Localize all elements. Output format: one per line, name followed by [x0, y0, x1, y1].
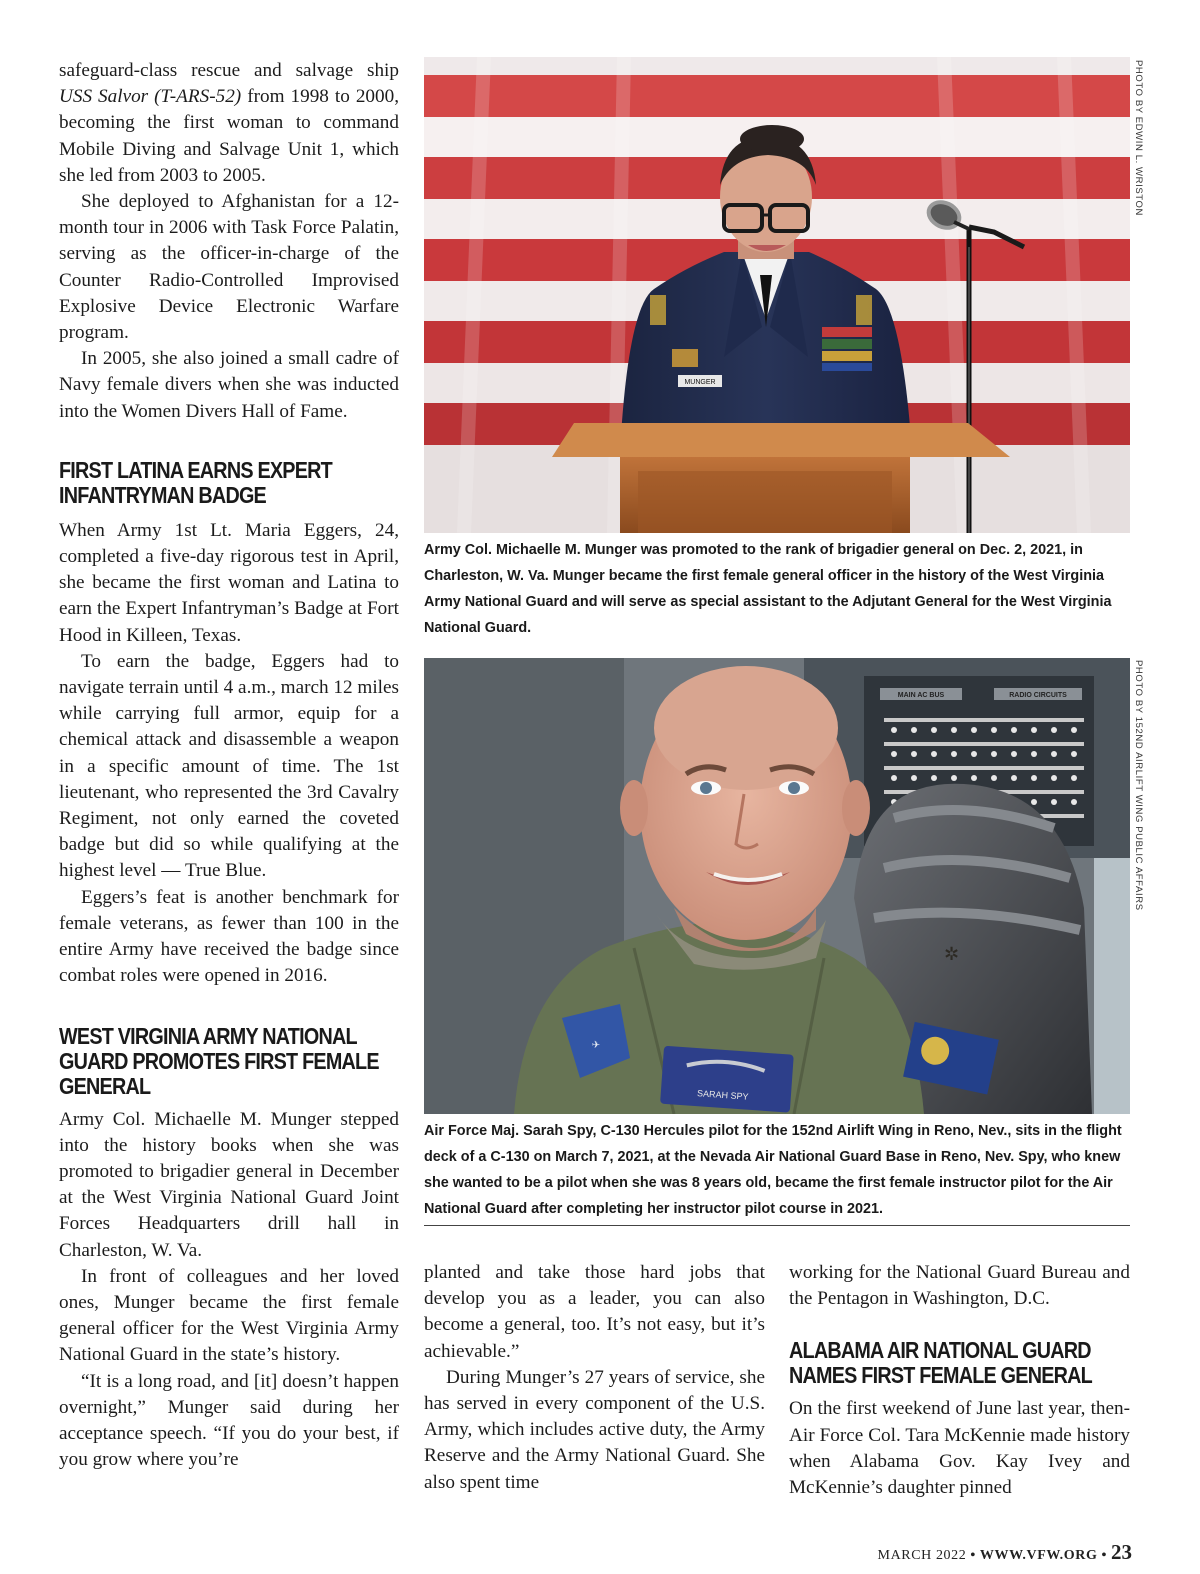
caption-divider — [424, 1225, 1130, 1226]
issue-date: MARCH 2022 — [877, 1548, 967, 1563]
website-url: WWW.VFW.ORG — [979, 1548, 1098, 1563]
paragraph: Eggers’s feat is another benchmark for female veterans, as fewer than 100 in the entire Army have received the badge since combat roles were opened in 2016. — [59, 886, 399, 987]
panel-label: RADIO CIRCUITS — [1009, 692, 1067, 699]
page-number: 23 — [1111, 1540, 1132, 1564]
paragraph: “It is a long road, and [it] doesn’t happen overnight,” Munger said during her acceptance speech. “If you do your best, if you grow where you’re — [59, 1370, 399, 1471]
paragraph: In 2005, she also joined a small cadre of Navy female divers when she was inducted into the Women Divers Hall of Fame. — [59, 348, 399, 422]
paragraph: She deployed to Afghanistan for a 12-month tour in 2006 with Task Force Palatin, serving as the officer-in-charge of the Counter Radio-Controlled Improvised Explosive Device Electronic Warfare program. — [59, 191, 399, 344]
footer-separator: • — [1101, 1548, 1107, 1563]
paragraph: Army Col. Michaelle M. Munger stepped into the history books when she was promoted to brigadier general in December at the West Virginia National Guard Joint Forces Headquarters drill hall in Charleston, W. Va. — [59, 1108, 399, 1261]
footer-separator: • — [970, 1548, 976, 1563]
paragraph: To earn the badge, Eggers had to navigate terrain until 4 a.m., march 12 miles while carrying full armor, equip for a chemical attack and disassemble a weapon in a specific amount of time. The 1st lieutenant, who represented the 3rd Cavalry Regiment, not only earned the coveted badge but did so while qualifying at the highest level — True Blue. — [59, 650, 399, 882]
section-heading: ALABAMA AIR NATIONAL GUARD NAMES FIRST FEMALE GENERAL — [789, 1337, 1092, 1389]
paragraph: During Munger’s 27 years of service, she has served in every component of the U.S. Army, which includes active duty, the Army Reserve and the Army National Guard. She also spent time — [424, 1366, 765, 1493]
photo-credit: PHOTO BY EDWIN L. WRISTON — [1133, 60, 1144, 216]
photo-credit: PHOTO BY 152ND AIRLIFT WING PUBLIC AFFAIRS — [1133, 660, 1144, 911]
ship-name: USS Salvor (T-ARS-52) — [59, 86, 242, 108]
paragraph: working for the National Guard Bureau and the Pentagon in Washington, D.C. — [789, 1262, 1130, 1310]
paragraph: When Army 1st Lt. Maria Eggers, 24, completed a five-day rigorous test in April, she became the first woman and Latina to earn the Expert Infantryman’s Badge at Fort Hood in Killeen, Texas. — [59, 519, 399, 646]
paragraph: On the first weekend of June last year, then-Air Force Col. Tara McKennie made history when Alabama Gov. Kay Ivey and McKennie’s daughter pinned — [789, 1398, 1130, 1499]
article-column-2 — [424, 1260, 765, 1496]
nametag-text: SARAH SPY — [696, 1088, 749, 1102]
nametag-text: MUNGER — [684, 379, 716, 386]
photo-caption: Army Col. Michaelle M. Munger was promoted to the rank of brigadier general on Dec. 2, 2021, in Charleston, W. Va. Munger became the first female general officer in the history of the West Virginia Army National Guard and will serve as special assistant to the Adjutant General for the West Virginia National Guard. — [424, 542, 1112, 636]
page-footer — [878, 1540, 1132, 1565]
photo-caption: Air Force Maj. Sarah Spy, C-130 Hercules pilot for the 152nd Airlift Wing in Reno, Nev., sits in the flight deck of a C-130 on March 7, 2021, at the Nevada Air National Guard Base in Reno, Nev. Spy, who knew she wanted to be a pilot when she was 8 years old, became the first female instructor pilot for the Air National Guard after completing her instructor pilot course in 2021. — [424, 1123, 1122, 1217]
photo-munger-podium — [424, 57, 1130, 533]
paragraph: safeguard-class rescue and salvage ship USS Salvor (T-ARS-52) from 1998 to 2000, becoming the first woman to command Mobile Diving and Salvage Unit 1, which she led from 2003 to 2005. — [59, 60, 399, 186]
photo-spy-cockpit — [424, 658, 1130, 1114]
svg-text:✲: ✲ — [944, 944, 960, 965]
section-heading: WEST VIRGINIA ARMY NATIONAL GUARD PROMOTES FIRST FEMALE GENERAL — [59, 1022, 379, 1099]
section-heading: FIRST LATINA EARNS EXPERT INFANTRYMAN BADGE — [59, 456, 332, 508]
panel-label: MAIN AC BUS — [897, 692, 945, 699]
paragraph: In front of colleagues and her loved ones, Munger became the first female general officer for the West Virginia Army National Guard in the state’s history. — [59, 1265, 399, 1366]
paragraph: planted and take those hard jobs that develop you as a leader, you can also become a general, too. It’s not easy, but it’s achievable.” — [424, 1262, 765, 1362]
article-column-1 — [59, 58, 399, 1473]
article-column-3 — [789, 1260, 1130, 1501]
svg-text:✈: ✈ — [591, 1040, 601, 1051]
